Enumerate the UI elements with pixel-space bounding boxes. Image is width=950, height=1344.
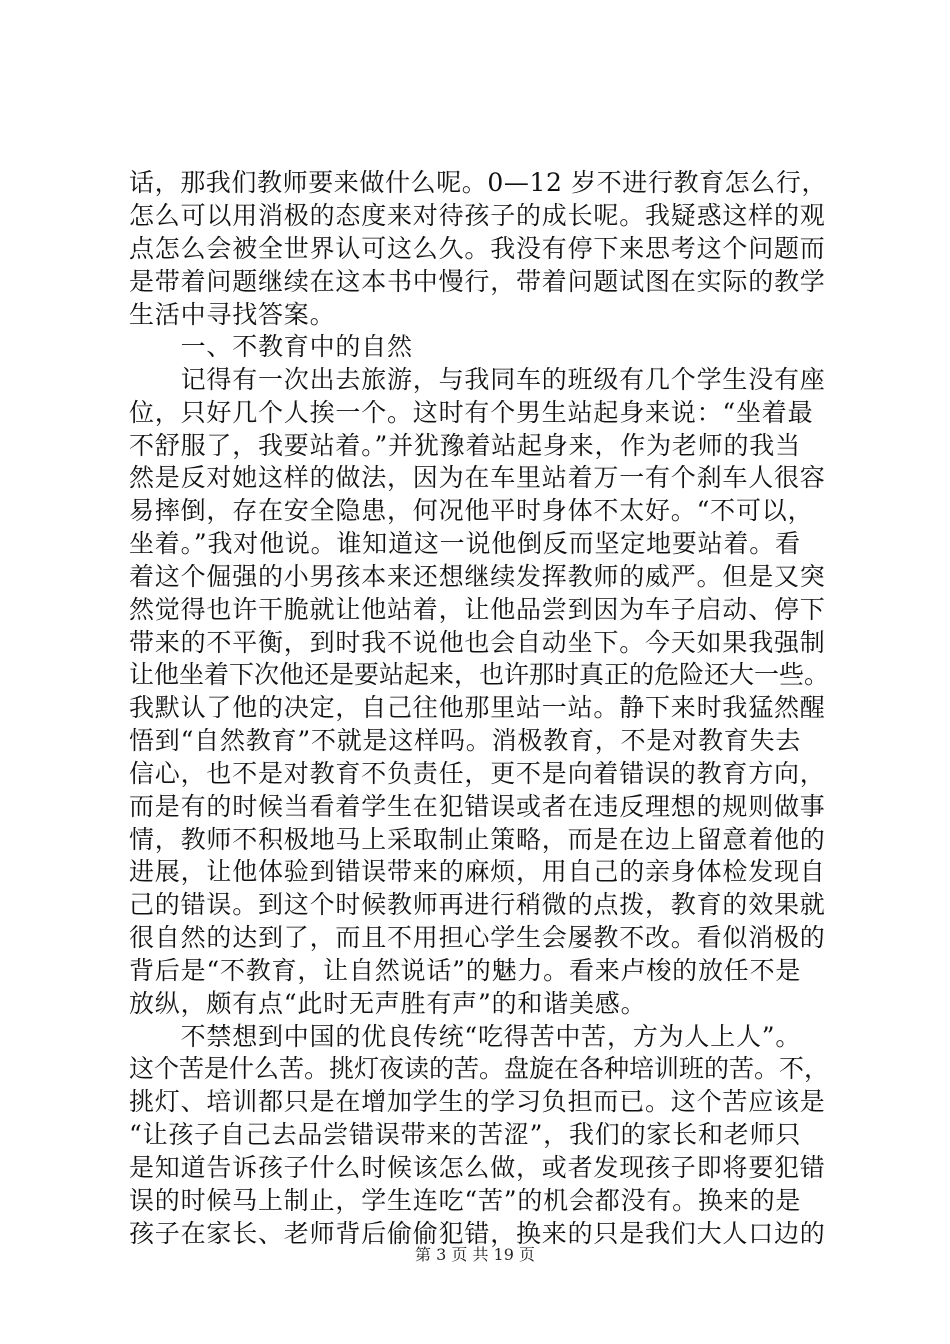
text-line: 是知道告诉孩子什么时候该怎么做，或者发现孩子即将要犯错: [129, 1153, 826, 1182]
section-heading: 一、不教育中的自然: [129, 332, 413, 361]
text-line: 情，教师不积极地马上采取制止策略，而是在边上留意着他的: [129, 825, 826, 854]
text-line: 背后是“不教育，让自然说话”的魅力。看来卢梭的放任不是: [129, 956, 802, 985]
text-line: 着这个倔强的小男孩本来还想继续发挥教师的威严。但是又突: [129, 562, 826, 591]
text-line: 挑灯、培训都只是在增加学生的学习负担而已。这个苦应该是: [129, 1087, 826, 1116]
text-line: 易摔倒，存在安全隐患，何况他平时身体不太好。“不可以，: [129, 496, 814, 525]
text-line: 话，那我们教师要来做什么呢。0—12 岁不进行教育怎么行，: [129, 168, 828, 197]
text-line: 记得有一次出去旅游，与我同车的班级有几个学生没有座: [129, 365, 826, 394]
text-line: 不禁想到中国的优良传统“吃得苦中苦，方为人上人”。: [129, 1022, 802, 1051]
text-line: 是带着问题继续在这本书中慢行，带着问题试图在实际的教学: [129, 267, 826, 296]
text-line: 怎么可以用消极的态度来对待孩子的成长呢。我疑惑这样的观: [129, 201, 826, 230]
text-line: 这个苦是什么苦。挑灯夜读的苦。盘旋在各种培训班的苦。不，: [129, 1054, 830, 1083]
text-line: 悟到“自然教育”不就是这样吗。消极教育，不是对教育失去: [129, 726, 802, 755]
text-line: 然觉得也许干脆就让他站着，让他品尝到因为车子启动、停下: [129, 595, 826, 624]
text-line: 信心，也不是对教育不负责任，更不是向着错误的教育方向，: [129, 759, 826, 788]
text-line: 生活中寻找答案。: [129, 300, 336, 329]
text-line: 很自然的达到了，而且不用担心学生会屡教不改。看似消极的: [129, 923, 826, 952]
text-line: 孩子在家长、老师背后偷偷犯错，换来的只是我们大人口边的: [129, 1219, 826, 1248]
text-line: 不舒服了，我要站着。”并犹豫着站起身来，作为老师的我当: [129, 431, 801, 460]
text-line: 进展，让他体验到错误带来的麻烦，用自己的亲身体检发现自: [129, 857, 826, 886]
text-line: 我默认了他的决定，自己往他那里站一站。静下来时我猛然醒: [129, 693, 826, 722]
text-line: 然是反对她这样的做法，因为在车里站着万一有个刹车人很容: [129, 463, 826, 492]
text-line: 坐着。”我对他说。谁知道这一说他倒反而坚定地要站着。看: [129, 529, 801, 558]
text-line: 带来的不平衡，到时我不说他也会自动坐下。今天如果我强制: [129, 628, 826, 657]
text-line: 让他坐着下次他还是要站起来，也许那时真正的危险还大一些。: [129, 660, 830, 689]
text-line: 己的错误。到这个时候教师再进行稍微的点拨，教育的效果就: [129, 890, 826, 919]
text-line: 误的时候马上制止，学生连吃“苦”的机会都没有。换来的是: [129, 1186, 802, 1215]
text-line: 点怎么会被全世界认可这么久。我没有停下来思考这个问题而: [129, 234, 826, 263]
text-line: 而是有的时候当看着学生在犯错误或者在违反理想的规则做事: [129, 792, 826, 821]
text-line: “让孩子自己去品尝错误带来的苦涩”，我们的家长和老师只: [129, 1120, 802, 1149]
text-line: 位，只好几个人挨一个。这时有个男生站起身来说：“坐着最: [129, 398, 814, 427]
text-line: 放纵，颇有点“此时无声胜有声”的和谐美感。: [129, 989, 647, 1018]
page-footer: 第 3 页 共 19 页: [415, 1245, 535, 1264]
